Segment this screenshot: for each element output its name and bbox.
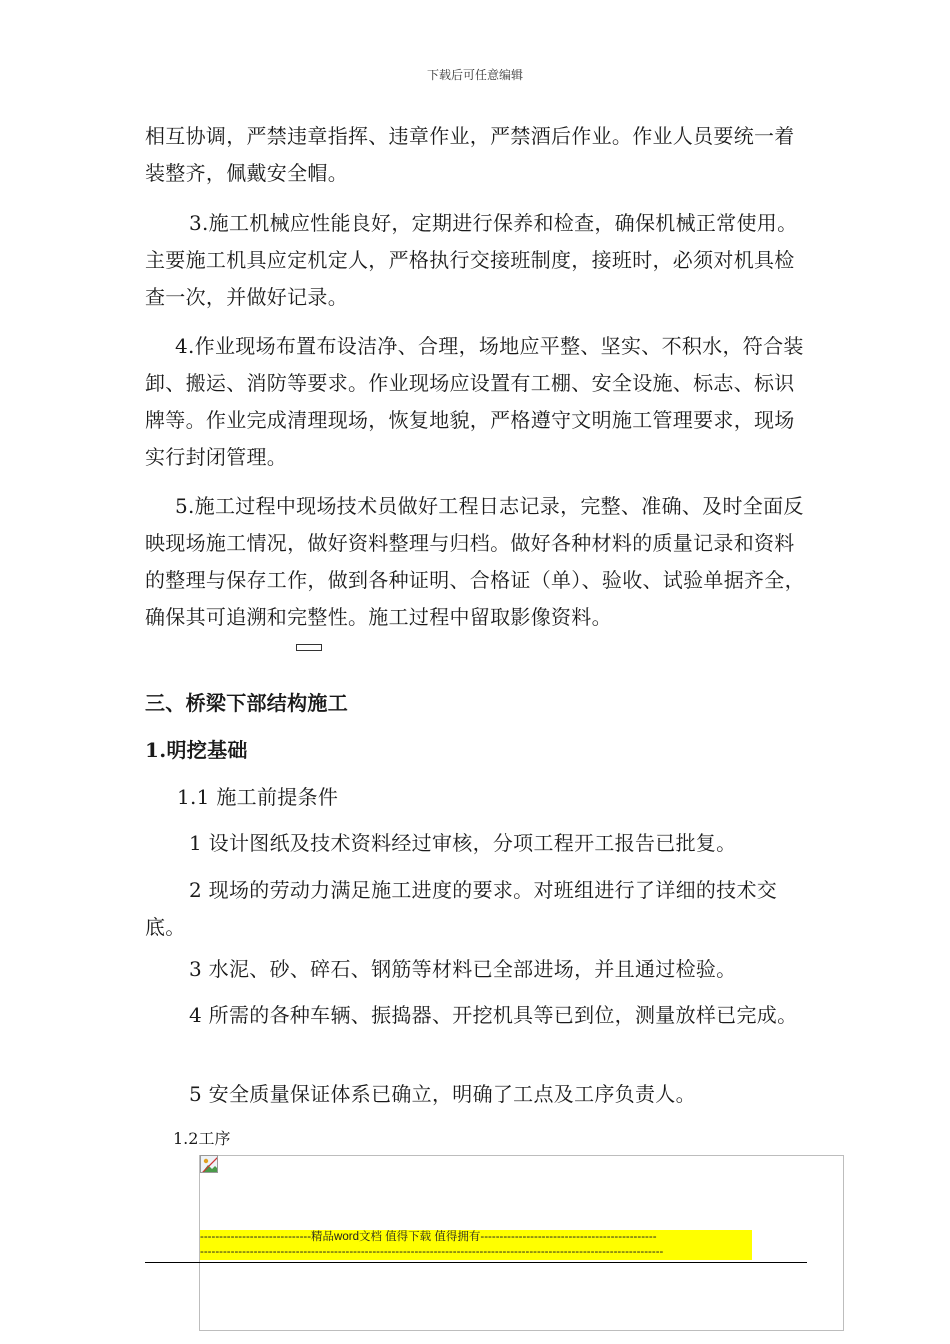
paragraph-4: 4.作业现场布置布设洁净、合理，场地应平整、坚实、不积水，符合装卸、搬运、消防等要求。作业现场应设置有工棚、安全设施、标志、标识牌等。作业完成清理现场，恢复地貌，严格遵守文明施工管理要求，现场实行封闭管理。 (145, 334, 804, 469)
header-note: 下载后可任意编辑 (426, 68, 523, 82)
paragraph-3: 3.施工机械应性能良好，定期进行保养和检查，确保机械正常使用。主要施工机具应定机定人，严格执行交接班制度，接班时，必须对机具检查一次，并做好记录。 (145, 211, 798, 309)
broken-image-icon (200, 1155, 218, 1173)
inline-box-mark (296, 644, 322, 651)
paragraph-continuation: 相互协调，严禁违章指挥、违章作业，严禁酒后作业。作业人员要统一着装整齐，佩戴安全帽。 (145, 124, 795, 185)
condition-item-1: 1 设计图纸及技术资料经过审核，分项工程开工报告已批复。 (189, 831, 737, 855)
step-label: 1.2工序 (173, 1129, 231, 1148)
watermark-line-1: -----------------------------精品word文档 值得下载 值得拥有---------------------------------------------- (200, 1231, 657, 1243)
condition-item-5: 5 安全质量保证体系已确立，明确了工点及工序负责人。 (189, 1082, 696, 1106)
condition-item-2: 2 现场的劳动力满足施工进度的要求。对班组进行了详细的技术交底。 (145, 878, 778, 939)
watermark-line-2: ------------------------------------------------------------------------------------------------------------------------- (200, 1246, 664, 1258)
condition-item-3: 3 水泥、砂、碎石、钢筋等材料已全部进场，并且通过检验。 (189, 957, 737, 981)
sub-sub-heading: 1.1 施工前提条件 (177, 785, 339, 809)
sub-heading: 1.明挖基础 (145, 738, 248, 762)
footer-rule (145, 1262, 807, 1263)
watermark-banner (200, 1230, 752, 1260)
condition-item-4: 4 所需的各种车辆、振捣器、开挖机具等已到位，测量放样已完成。 (189, 1003, 798, 1027)
section-heading: 三、桥梁下部结构施工 (145, 691, 348, 715)
paragraph-5: 5.施工过程中现场技术员做好工程日志记录，完整、准确、及时全面反映现场施工情况，做好资料整理与归档。做好各种材料的质量记录和资料的整理与保存工作，做到各种证明、合格证（单）、验收、试验单据齐全，确保其可追溯和完整性。施工过程中留取影像资料。 (145, 494, 805, 629)
